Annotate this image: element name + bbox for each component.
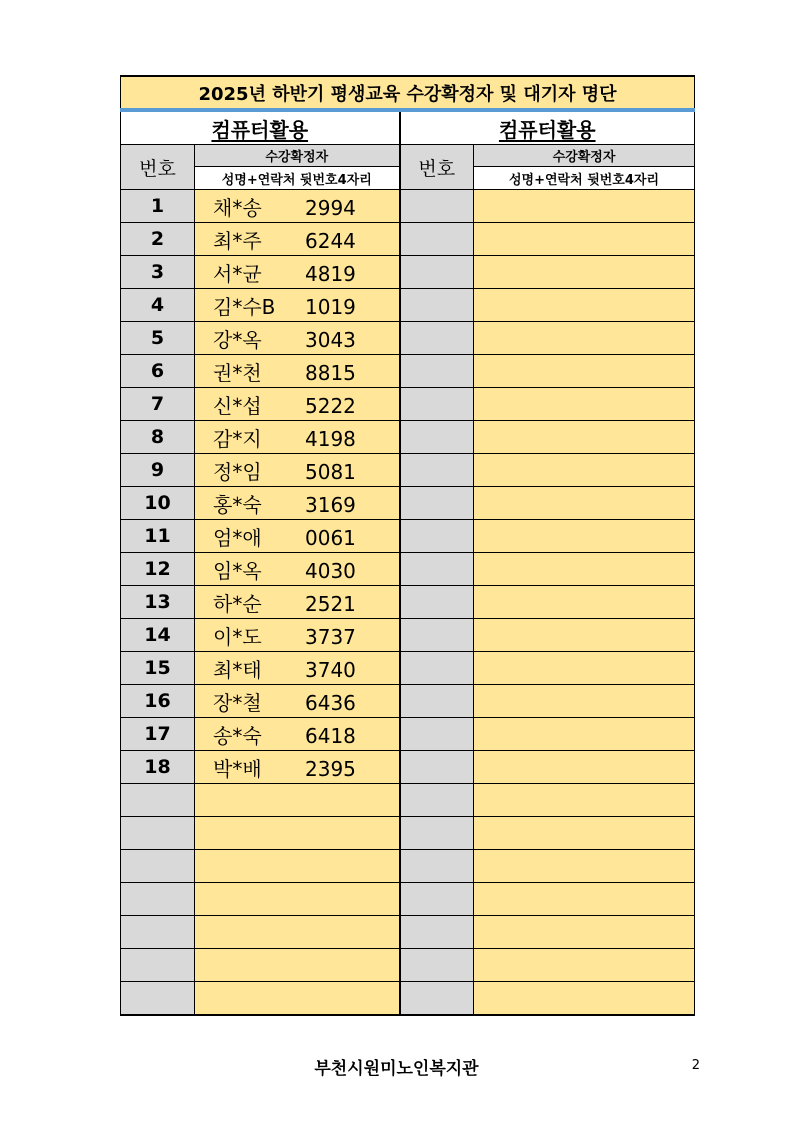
enrollee-name: 최*주 (213, 228, 262, 253)
enrollee-phone-last4: 4030 (305, 558, 356, 583)
row-number: 12 (121, 553, 195, 586)
waitlist-row-number (400, 982, 474, 1016)
enrollee-name: 엄*애 (213, 525, 262, 550)
row-number: 5 (121, 322, 195, 355)
enrollee-name: 권*천 (213, 360, 262, 385)
enrollee-cell (195, 652, 400, 685)
waitlist-row-number (400, 850, 474, 883)
table-row (121, 256, 695, 289)
enrollee-cell (195, 751, 400, 784)
waitlist-row-number (400, 223, 474, 256)
enrollee-cell (195, 718, 400, 751)
row-number: 2 (121, 223, 195, 256)
table-row (121, 883, 695, 916)
enrollee-phone-last4: 6436 (305, 690, 356, 715)
waitlist-row-number (400, 718, 474, 751)
waitlist-cell (474, 883, 695, 916)
waitlist-row-number (400, 784, 474, 817)
enrollee-cell (195, 289, 400, 322)
table-row (121, 751, 695, 784)
enrollee-cell (195, 487, 400, 520)
table-row (121, 817, 695, 850)
enrollee-phone-last4: 3169 (305, 492, 356, 517)
row-number: 9 (121, 454, 195, 487)
table-row (121, 520, 695, 553)
enrollee-cell (195, 553, 400, 586)
row-number: 10 (121, 487, 195, 520)
row-number (121, 949, 195, 982)
enrollee-phone-last4: 3043 (305, 327, 356, 352)
enrollee-phone-last4: 6418 (305, 723, 356, 748)
enrollee-phone-last4: 3737 (305, 624, 356, 649)
row-number: 7 (121, 388, 195, 421)
enrollee-name: 홍*숙 (213, 492, 262, 517)
waitlist-cell (474, 784, 695, 817)
enrollee-phone-last4: 6244 (305, 228, 356, 253)
row-number: 3 (121, 256, 195, 289)
enrollee-phone-last4: 8815 (305, 360, 356, 385)
left-col-subheader: 성명+연락처 뒷번호4자리 (195, 167, 400, 190)
table-row (121, 619, 695, 652)
waitlist-cell (474, 355, 695, 388)
waitlist-row-number (400, 586, 474, 619)
row-number (121, 883, 195, 916)
waitlist-row-number (400, 883, 474, 916)
left-course-title (121, 110, 400, 145)
waitlist-cell (474, 289, 695, 322)
enrollee-name: 서*균 (213, 261, 262, 286)
enrollee-name: 정*임 (213, 459, 262, 484)
page-number: 2 (691, 1058, 700, 1073)
right-col-header: 수강확정자 (474, 145, 695, 167)
waitlist-cell (474, 223, 695, 256)
enrollee-phone-last4: 2395 (305, 756, 356, 781)
table-row (121, 586, 695, 619)
waitlist-row-number (400, 256, 474, 289)
table-row (121, 322, 695, 355)
enrollee-phone-last4: 1019 (305, 294, 356, 319)
enrollee-cell (195, 685, 400, 718)
row-number: 18 (121, 751, 195, 784)
row-number: 16 (121, 685, 195, 718)
table-row (121, 949, 695, 982)
waitlist-row-number (400, 289, 474, 322)
enrollee-phone-last4: 2521 (305, 591, 356, 616)
enrollee-cell (195, 322, 400, 355)
enrollee-cell (195, 883, 400, 916)
waitlist-row-number (400, 355, 474, 388)
waitlist-row-number (400, 487, 474, 520)
table-row (121, 190, 695, 223)
waitlist-cell (474, 751, 695, 784)
enrollee-phone-last4: 2994 (305, 195, 356, 220)
enrollee-phone-last4: 4819 (305, 261, 356, 286)
enrollee-name: 채*송 (213, 195, 262, 220)
row-number (121, 982, 195, 1016)
enrollee-cell (195, 421, 400, 454)
enrollee-cell (195, 454, 400, 487)
left-num-header: 번호 (121, 145, 195, 190)
waitlist-row-number (400, 421, 474, 454)
enrollee-name: 최*태 (213, 657, 262, 682)
table-row (121, 982, 695, 1016)
right-course-label: 컴퓨터활용 (498, 117, 596, 142)
table-row (121, 454, 695, 487)
table-row (121, 289, 695, 322)
waitlist-row-number (400, 685, 474, 718)
table-row (121, 487, 695, 520)
table-row (121, 421, 695, 454)
table-row (121, 223, 695, 256)
enrollee-phone-last4: 5081 (305, 459, 356, 484)
row-number: 4 (121, 289, 195, 322)
left-course-label: 컴퓨터활용 (211, 117, 309, 142)
enrollee-cell (195, 586, 400, 619)
enrollee-cell (195, 817, 400, 850)
table-row (121, 850, 695, 883)
enrollee-cell (195, 619, 400, 652)
enrollee-name: 임*옥 (213, 558, 262, 583)
table-row (121, 388, 695, 421)
enrollee-cell (195, 388, 400, 421)
waitlist-row-number (400, 652, 474, 685)
waitlist-cell (474, 850, 695, 883)
waitlist-cell (474, 454, 695, 487)
waitlist-cell (474, 520, 695, 553)
waitlist-row-number (400, 520, 474, 553)
left-col-header: 수강확정자 (195, 145, 400, 167)
waitlist-cell (474, 619, 695, 652)
enrollee-cell (195, 223, 400, 256)
enrollee-phone-last4: 0061 (305, 525, 356, 550)
enrollee-name: 김*수B (213, 294, 276, 319)
enrollee-name: 하*순 (213, 591, 262, 616)
enrollee-cell (195, 784, 400, 817)
row-number: 1 (121, 190, 195, 223)
waitlist-cell (474, 817, 695, 850)
right-course-title (400, 110, 695, 145)
row-number: 14 (121, 619, 195, 652)
enrollee-name: 박*배 (213, 756, 262, 781)
waitlist-row-number (400, 322, 474, 355)
waitlist-row-number (400, 916, 474, 949)
table-row (121, 718, 695, 751)
waitlist-cell (474, 553, 695, 586)
table-row (121, 553, 695, 586)
enrollee-cell (195, 520, 400, 553)
row-number: 11 (121, 520, 195, 553)
table-row (121, 652, 695, 685)
row-number: 17 (121, 718, 195, 751)
waitlist-cell (474, 982, 695, 1016)
enrollee-cell (195, 982, 400, 1016)
waitlist-cell (474, 718, 695, 751)
enrollee-phone-last4: 5222 (305, 393, 356, 418)
waitlist-cell (474, 949, 695, 982)
waitlist-cell (474, 190, 695, 223)
row-number: 6 (121, 355, 195, 388)
waitlist-cell (474, 322, 695, 355)
table-row (121, 784, 695, 817)
enrollee-name: 감*지 (213, 426, 262, 451)
enrollee-name: 송*숙 (213, 723, 262, 748)
row-number (121, 916, 195, 949)
waitlist-cell (474, 388, 695, 421)
enrollee-cell (195, 256, 400, 289)
enrollee-cell (195, 850, 400, 883)
footer-organization: 부천시원미노인복지관 (314, 1059, 479, 1079)
row-number: 8 (121, 421, 195, 454)
table-row (121, 685, 695, 718)
waitlist-row-number (400, 751, 474, 784)
document-title: 2025년 하반기 평생교육 수강확정자 및 대기자 명단 (121, 76, 695, 110)
row-number (121, 817, 195, 850)
waitlist-row-number (400, 619, 474, 652)
enrollee-cell (195, 355, 400, 388)
enrollee-cell (195, 916, 400, 949)
enrollee-name: 이*도 (213, 624, 262, 649)
waitlist-row-number (400, 190, 474, 223)
enrollment-table (120, 75, 695, 1016)
waitlist-cell (474, 685, 695, 718)
enrollee-name: 장*철 (213, 690, 262, 715)
waitlist-row-number (400, 388, 474, 421)
enrollee-cell (195, 190, 400, 223)
right-num-header: 번호 (400, 145, 474, 190)
table-row (121, 355, 695, 388)
waitlist-row-number (400, 949, 474, 982)
enrollee-phone-last4: 3740 (305, 657, 356, 682)
row-number (121, 850, 195, 883)
waitlist-row-number (400, 553, 474, 586)
waitlist-cell (474, 652, 695, 685)
table-row (121, 916, 695, 949)
waitlist-row-number (400, 454, 474, 487)
enrollee-name: 신*섭 (213, 393, 262, 418)
row-number (121, 784, 195, 817)
waitlist-row-number (400, 817, 474, 850)
right-col-subheader: 성명+연락처 뒷번호4자리 (474, 167, 695, 190)
enrollee-phone-last4: 4198 (305, 426, 356, 451)
waitlist-cell (474, 586, 695, 619)
enrollee-cell (195, 949, 400, 982)
row-number: 13 (121, 586, 195, 619)
enrollee-name: 강*옥 (213, 327, 262, 352)
waitlist-cell (474, 256, 695, 289)
waitlist-cell (474, 421, 695, 454)
waitlist-cell (474, 916, 695, 949)
waitlist-cell (474, 487, 695, 520)
row-number: 15 (121, 652, 195, 685)
